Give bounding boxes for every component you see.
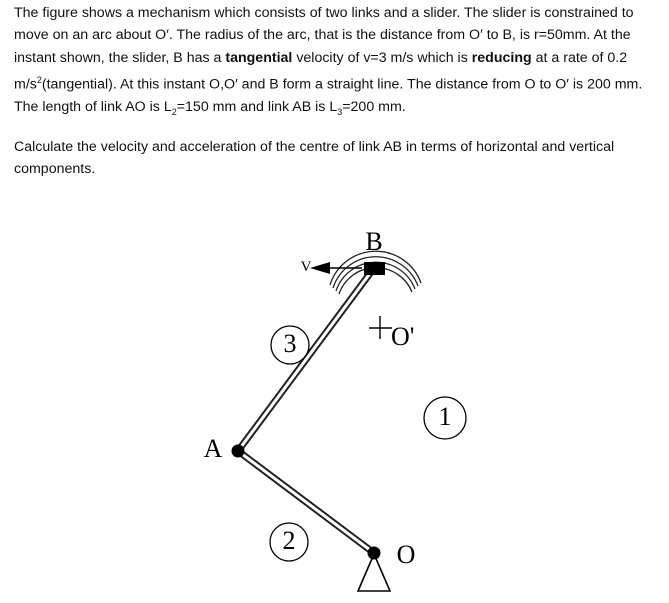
label-o: O — [396, 539, 416, 569]
label-b: B — [365, 227, 383, 256]
link2-number: 2 — [282, 525, 296, 555]
emphasis-tangential: tangential — [225, 49, 293, 66]
emphasis-reducing: reducing — [471, 49, 532, 66]
link3-number: 3 — [283, 328, 297, 358]
ground-pivot-o — [358, 547, 390, 592]
joint-a — [232, 445, 245, 458]
label-v: V — [300, 259, 312, 275]
center-o-prime-mark — [369, 316, 392, 339]
label-a: A — [203, 433, 223, 463]
link-ab — [238, 268, 374, 451]
label-o-prime: O' — [391, 322, 415, 351]
slider-block — [364, 262, 385, 275]
problem-paragraph-2: Calculate the velocity and acceleration of the centre of link AB in terms of horizontal and vertical components. — [14, 139, 615, 178]
problem-paragraph-1: The figure shows a mechanism which consists of two links and a slider. The slider is constrained to move on an arc about O′. The radius of the arc, that is the distance from O′ to B, is r=50mm. At the instant shown, the slider, B has a tangential velocity of v=3 m/s which is reducing at a rate of 0.2 $m/s^2(tangential)$. At this instant O,O′ and B form a straight line. The distance from O to O′ is 200 mm. The length of link AO is $L_2=150$ mm and link AB is $L_3=200$ mm. — [14, 5, 643, 117]
ground-number: 1 — [438, 401, 452, 431]
